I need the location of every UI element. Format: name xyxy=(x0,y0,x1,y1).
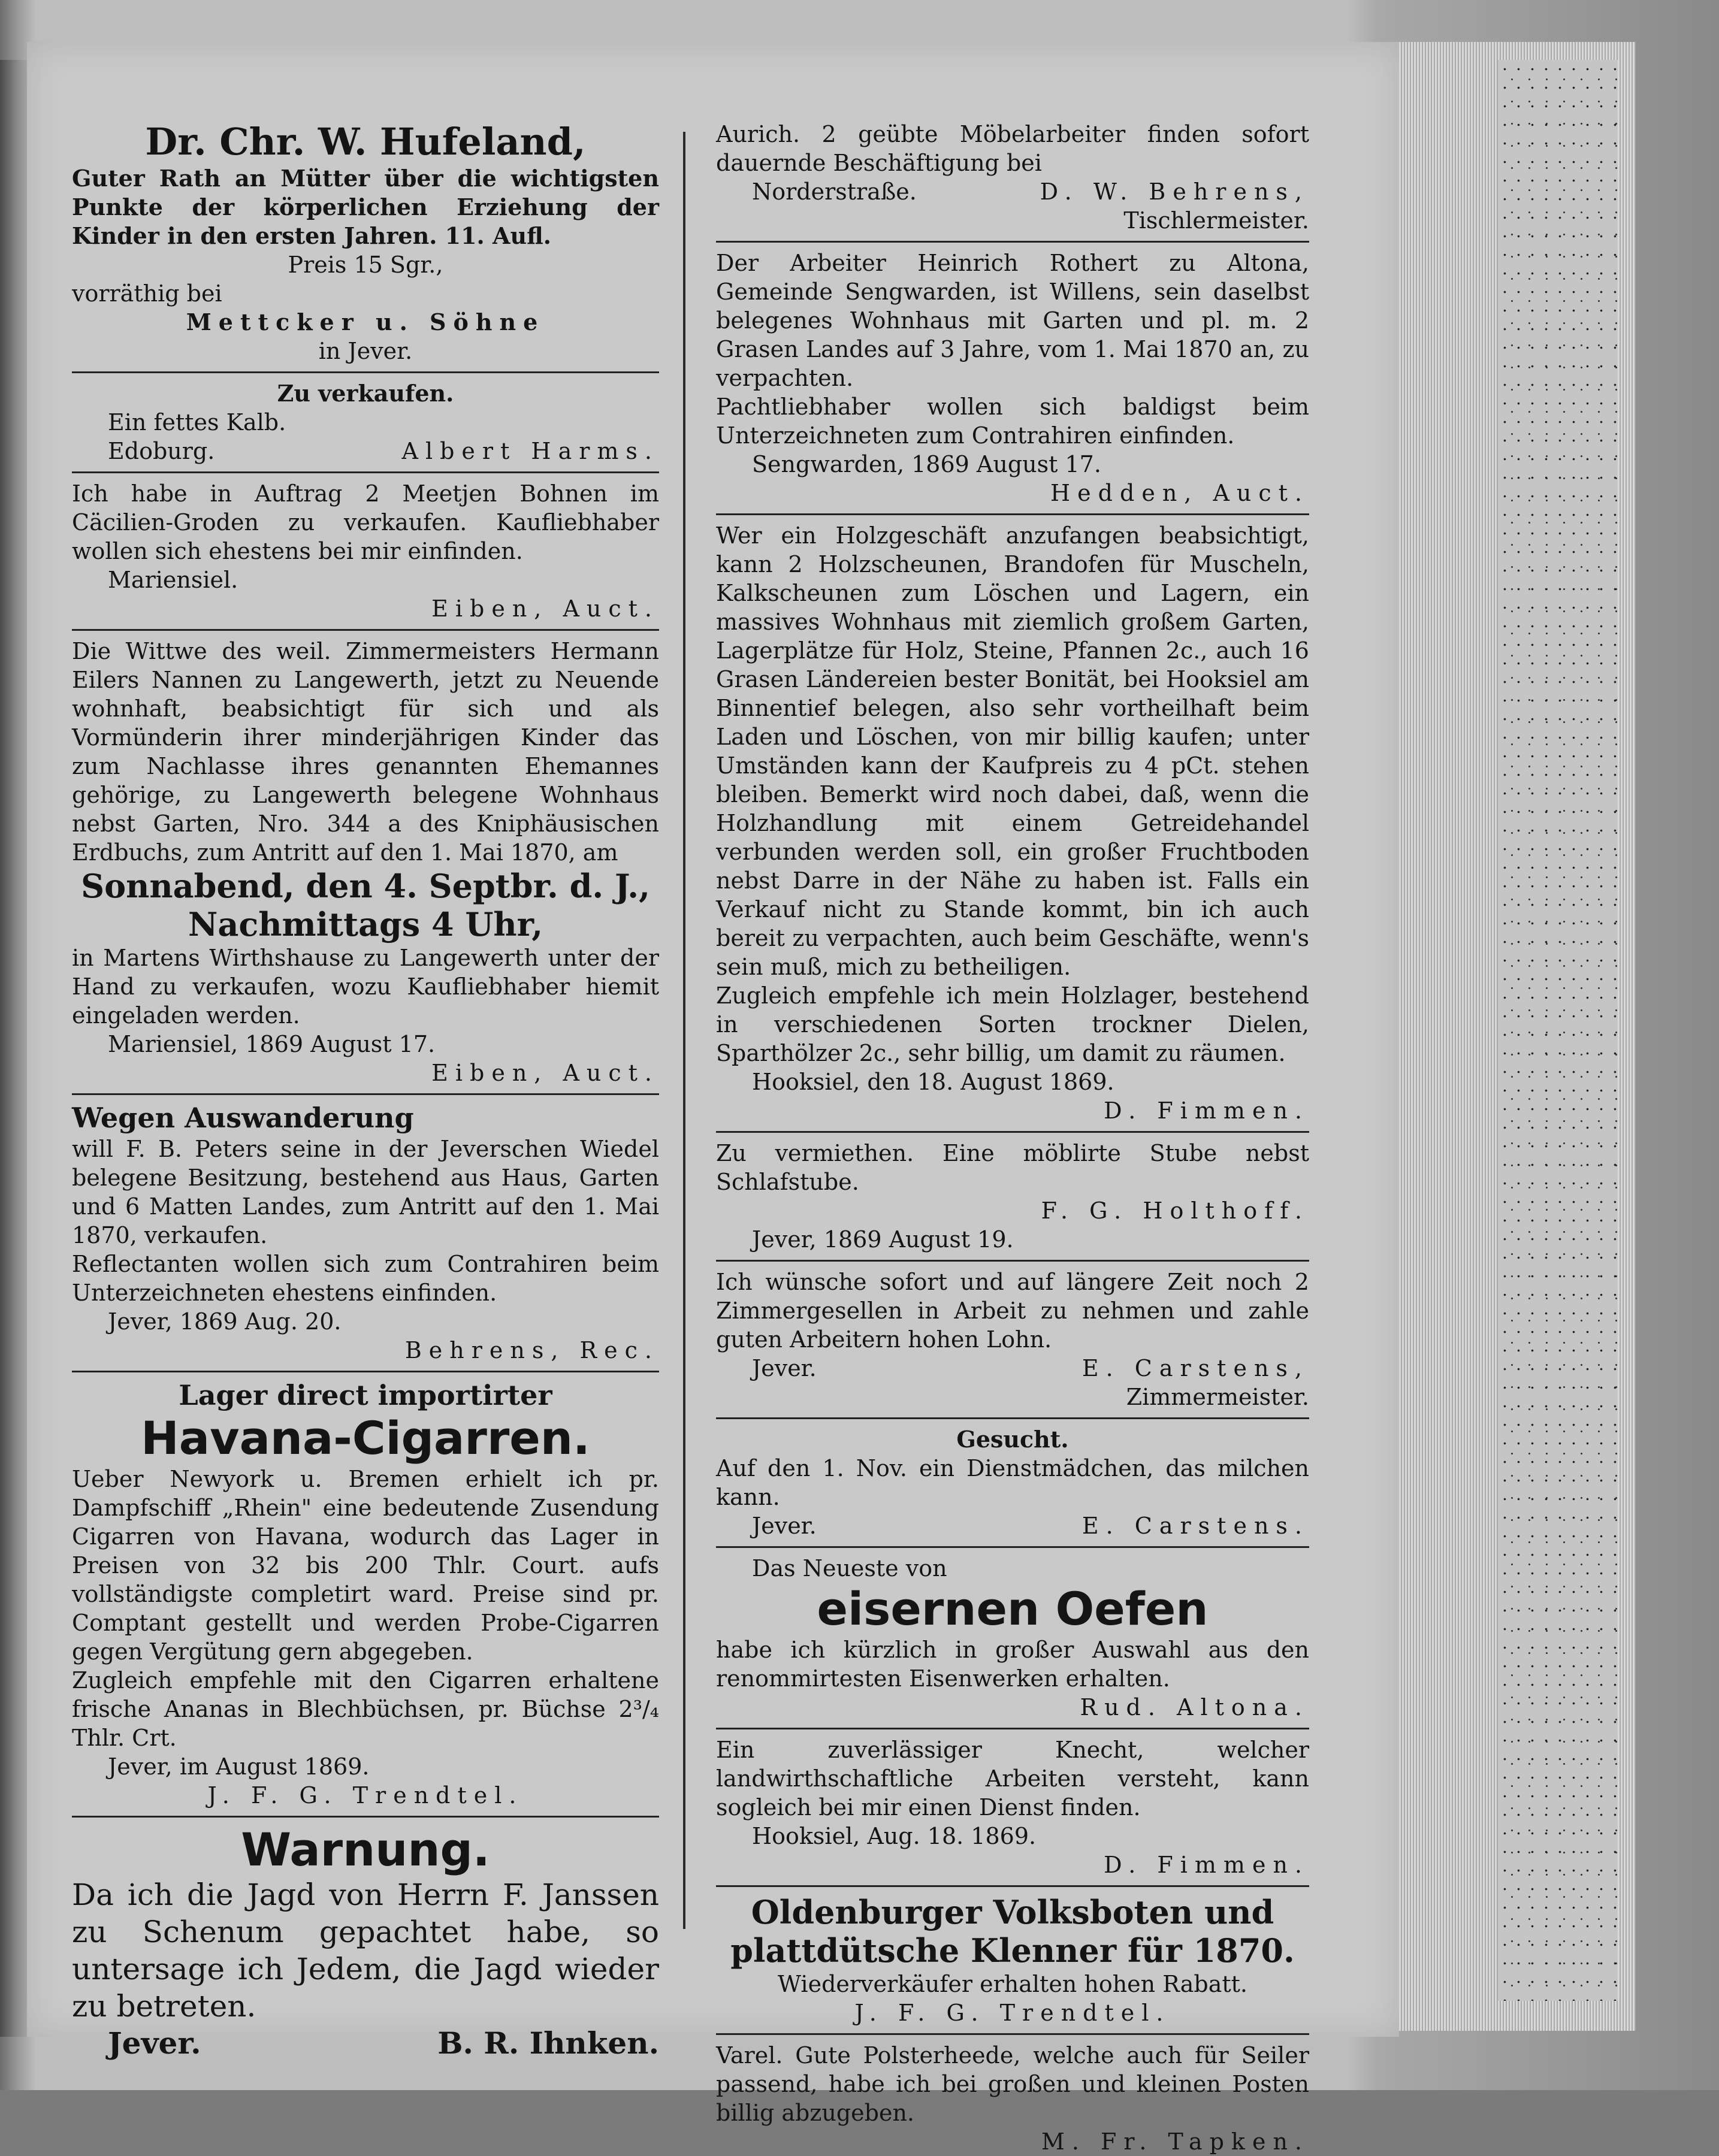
separator-rule xyxy=(72,1816,659,1818)
separator-rule xyxy=(72,1093,659,1095)
ad-text-2: Zugleich empfehle mit den Cigarren erhaltene frische Ananas in Blechbüchsen, pr. Büchse 2³/₄ Thlr. Crt. xyxy=(72,1667,659,1751)
ad-knecht xyxy=(716,1735,1309,1879)
column-divider xyxy=(683,132,685,1929)
ad-dated: Jever, 1869 Aug. 20. xyxy=(108,1308,342,1335)
ad-title: Zimmermeister. xyxy=(1126,1384,1309,1410)
ad-dated: Hooksiel, den 18. August 1869. xyxy=(752,1069,1114,1095)
ad-place: Jever. xyxy=(752,1355,817,1381)
ad-text: habe ich kürzlich in großer Auswahl aus den renommirtesten Eisenwerken erhalten. xyxy=(716,1637,1309,1692)
ad-text-2: Reflectanten wollen sich zum Contrahiren beim Unterzeichneten ehestens einfinden. xyxy=(72,1251,659,1306)
right-column xyxy=(716,120,1309,2156)
ad-signature: Hedden, Auct. xyxy=(1050,480,1309,506)
speckled-book-edge xyxy=(1498,60,1618,2001)
separator-rule xyxy=(716,1546,1309,1548)
ad-heading-large: Havana-Cigarren. xyxy=(141,1411,590,1465)
ad-text: Zu vermiethen. Eine möblirte Stube nebst Schlafstube. xyxy=(716,1140,1309,1195)
ad-stock: vorräthig bei xyxy=(72,280,222,307)
ad-text: Varel. Gute Polsterheede, welche auch für Seiler passend, habe ich bei großen und kleinen Posten billig abzugeben. xyxy=(716,2042,1309,2126)
ad-signature: F. G. Holthoff. xyxy=(1041,1198,1309,1224)
separator-rule xyxy=(716,513,1309,515)
ad-text-2: Pachtliebhaber wollen sich baldigst beim Unterzeichneten zum Contrahiren einfinden. xyxy=(716,394,1309,449)
ad-place: Jever. xyxy=(752,1513,817,1539)
ad-place: Norderstraße. xyxy=(752,179,917,205)
ad-text: Wer ein Holzgeschäft anzufangen beabsichtigt, kann 2 Holzscheunen, Brandofen für Muscheln, Kalkscheunen zum Löschen und Lagern, ein massives Wohnhaus mit ziemlich großem Garten, Lagerplätze für Holz, Steine, Pfannen 2c., auch 16 Grasen Ländereien bester Bonität, bei Hooksiel am Binnentief belegen, also sehr vortheilhaft beim Laden und Löschen, von mir billig kaufen; unter Umständen kann der Kaufpreis zu 4 pCt. stehen bleiben. Bemerkt wird noch dabei, daß, wenn die Holzhandlung mit einem Getreidehandel verbunden werden soll, ein großer Fruchtboden nebst Darre in der Nähe zu haben ist. Falls ein Verkauf nicht zu Stande kommt, bin ich auch bereit zu verpachten, auch beim Geschäfte, wenn's sein muß, mich zu betheiligen. xyxy=(716,522,1309,980)
ad-auswanderung xyxy=(72,1101,659,1365)
ad-text: will F. B. Peters seine in der Jeverschen Wiedel belegene Besitzung, bestehend aus Haus, Garten und 6 Matten Landes, zum Antritt auf den 1. Mai 1870, verkaufen. xyxy=(72,1136,659,1248)
separator-rule xyxy=(716,1885,1309,1887)
ad-text: Auf den 1. Nov. ein Dienstmädchen, das milchen kann. xyxy=(716,1455,1309,1510)
ad-place: Mariensiel. xyxy=(108,567,238,593)
ad-signature: D. W. Behrens, xyxy=(1040,179,1309,205)
separator-rule xyxy=(716,1260,1309,1262)
separator-rule xyxy=(72,1371,659,1372)
ad-text-2: Zugleich empfehle ich mein Holzlager, bestehend in verschiedenen Sorten trockner Dielen, Sparthölzer 2c., sehr billig, um damit zu räumen. xyxy=(716,982,1309,1066)
ad-place: Edoburg. xyxy=(108,438,215,464)
ad-signature: Albert Harms. xyxy=(401,438,659,464)
separator-rule xyxy=(716,2033,1309,2035)
separator-rule xyxy=(72,371,659,373)
ad-cigarren xyxy=(72,1378,659,1810)
ad-moebel xyxy=(716,120,1309,235)
ad-text: Aurich. 2 geübte Möbelarbeiter finden sofort dauernde Beschäftigung bei xyxy=(716,121,1309,176)
ad-signature: D. Fimmen. xyxy=(1104,1097,1309,1124)
ad-hufeland xyxy=(72,120,659,365)
ad-gesucht xyxy=(716,1425,1309,1540)
ad-signature: B. R. Ihnken. xyxy=(437,2025,659,2061)
ad-signature: J. F. G. Trendtel. xyxy=(207,1782,524,1809)
ad-dated: Hooksiel, Aug. 18. 1869. xyxy=(752,1823,1037,1849)
ad-title: Tischlermeister. xyxy=(1123,207,1309,234)
ad-heading: Warnung. xyxy=(241,1823,490,1876)
separator-rule xyxy=(72,471,659,473)
ad-intro: Das Neueste von xyxy=(752,1555,947,1582)
ad-rothert xyxy=(716,249,1309,507)
ad-bohnen xyxy=(72,479,659,623)
ad-text: Ueber Newyork u. Bremen erhielt ich pr. Dampfschiff „Rhein" eine bedeutende Zusendung Cigarren von Havana, wodurch das Lager in Preisen von 32 bis 200 Thlr. Court. aufs vollständigste completirt ward. Preise sind pr. Comptant gestellt und werden Probe-Cigarren gegen Vergütung gern abgegeben. xyxy=(72,1466,659,1665)
ad-time: Nachmittags 4 Uhr, xyxy=(188,905,543,944)
ad-text-2: in Martens Wirthshause zu Langewerth unter der Hand zu verkaufen, wozu Kaufliebhaber hiemit eingeladen werden. xyxy=(72,945,659,1029)
ad-text: Da ich die Jagd von Herrn F. Janssen zu Schenum gepachtet habe, so untersage ich Jedem, die Jagd wieder zu betreten. xyxy=(72,1877,659,2024)
ad-seller: Mettcker u. Söhne xyxy=(186,309,545,335)
ad-heading: Oldenburger Volksboten und plattdütsche Klenner für 1870. xyxy=(730,1893,1295,1970)
ad-dated: Jever, 1869 August 19. xyxy=(752,1226,1014,1253)
separator-rule xyxy=(716,241,1309,243)
ad-text: Ein zuverlässiger Knecht, welcher landwirthschaftliche Arbeiten versteht, kann sogleich bei mir einen Dienst finden. xyxy=(716,1737,1309,1821)
ad-oefen xyxy=(716,1554,1309,1722)
ad-signature: D. Fimmen. xyxy=(1104,1852,1309,1878)
ad-place: in Jever. xyxy=(318,338,413,364)
ad-heading: Zu verkaufen. xyxy=(277,380,454,407)
ad-heading: eisernen Oefen xyxy=(817,1582,1209,1635)
separator-rule xyxy=(72,629,659,631)
ad-volksboten xyxy=(716,1893,1309,2027)
separator-rule xyxy=(716,1728,1309,1729)
left-column xyxy=(72,120,659,2062)
ad-price: Preis 15 Sgr., xyxy=(288,252,443,278)
ad-signature: J. F. G. Trendtel. xyxy=(854,2000,1171,2026)
separator-rule xyxy=(716,1417,1309,1419)
ad-signature: Rud. Altona. xyxy=(1080,1694,1309,1720)
ad-kalb xyxy=(72,379,659,465)
ad-text: Wiederverkäufer erhalten hohen Rabatt. xyxy=(778,1971,1247,1997)
ad-place: Jever. xyxy=(108,2025,201,2061)
ad-date: Sonnabend, den 4. Septbr. d. J., xyxy=(81,867,650,905)
ad-wittwe xyxy=(72,637,659,1087)
ad-text: Guter Rath an Mütter über die wichtigsten Punkte der körperlichen Erziehung der Kinder in den ersten Jahren. 11. Aufl. xyxy=(72,165,659,249)
ad-heading: Lager direct importirter xyxy=(179,1379,552,1411)
ad-signature: Eiben, Auct. xyxy=(431,1060,659,1086)
ad-dated: Sengwarden, 1869 August 17. xyxy=(752,451,1101,477)
ad-text: Ein fettes Kalb. xyxy=(108,409,286,436)
ad-signature: Behrens, Rec. xyxy=(404,1337,659,1363)
ad-signature: M. Fr. Tapken. xyxy=(1041,2128,1309,2155)
ad-text: Die Wittwe des weil. Zimmermeisters Hermann Eilers Nannen zu Langewerth, jetzt zu Neuende wohnhaft, beabsichtigt für sich und als Vormünderin ihrer minderjährigen Kinder das zum Nachlasse ihres genannten Ehemannes gehörige, zu Langewerth belegene Wohnhaus nebst Garten, Nro. 344 a des Kniphäusischen Erdbuchs, zum Antritt auf den 1. Mai 1870, am xyxy=(72,638,659,866)
ad-title: Dr. Chr. W. Hufeland, xyxy=(145,120,586,164)
ad-signature: E. Carstens. xyxy=(1081,1513,1309,1539)
ad-text: Der Arbeiter Heinrich Rothert zu Altona, Gemeinde Sengwarden, ist Willens, sein daselbst belegenes Wohnhaus mit Garten und pl. m. 2 Grasen Landes auf 3 Jahre, vom 1. Mai 1870 an, zu verpachten. xyxy=(716,250,1309,391)
ad-dated: Mariensiel, 1869 August 17. xyxy=(108,1031,436,1057)
ad-text: Ich wünsche sofort und auf längere Zeit noch 2 Zimmergesellen in Arbeit zu nehmen und zahle guten Arbeitern hohen Lohn. xyxy=(716,1269,1309,1353)
ad-text: Ich habe in Auftrag 2 Meetjen Bohnen im Cäcilien-Groden zu verkaufen. Kaufliebhaber wollen sich ehestens bei mir einfinden. xyxy=(72,480,659,564)
ad-signature: Eiben, Auct. xyxy=(431,595,659,622)
ad-stube xyxy=(716,1139,1309,1254)
ad-warnung xyxy=(72,1824,659,2062)
ad-signature: E. Carstens, xyxy=(1081,1355,1309,1381)
ad-zimmergesellen xyxy=(716,1268,1309,1411)
ad-dated: Jever, im August 1869. xyxy=(108,1753,370,1780)
ad-heading: Gesucht. xyxy=(956,1426,1069,1453)
ad-polster xyxy=(716,2041,1309,2156)
separator-rule xyxy=(716,1131,1309,1133)
ad-heading: Wegen Auswanderung xyxy=(72,1102,414,1134)
ad-holz xyxy=(716,521,1309,1125)
